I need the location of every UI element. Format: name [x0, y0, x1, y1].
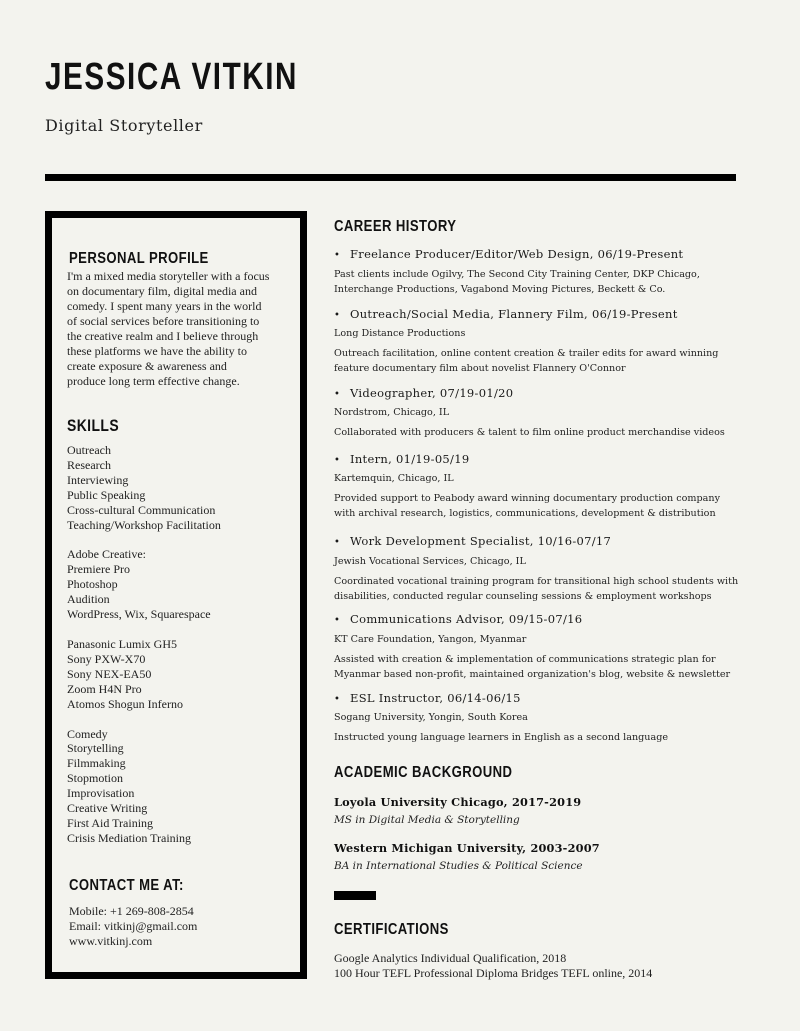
- job-desc: [334, 730, 668, 745]
- edu-degree: MS in Digital Media & Storytelling: [334, 814, 520, 826]
- profile-line: these platforms we have the ability to: [67, 344, 247, 358]
- skill-item: Panasonic Lumix GH5: [67, 636, 177, 651]
- job-desc-line: Collaborated with producers & talent to film online product merchandise videos: [334, 427, 725, 438]
- profile-line: on documentary film, digital media and: [67, 284, 257, 298]
- edu-school: Western Michigan University, 2003-2007: [334, 841, 600, 855]
- profile-text: [67, 269, 299, 389]
- job-title: [334, 307, 678, 323]
- job-desc: [334, 346, 718, 376]
- skill-item: Creative Writing: [67, 801, 148, 816]
- job-title-text: Outreach/Social Media, Flannery Film, 06/19-Present: [350, 307, 678, 321]
- job-desc-line: Instructed young language learners in English as a second language: [334, 732, 669, 743]
- job-desc-line: disabilities, conducted regular counseling sessions & employment workshops: [334, 591, 712, 602]
- skill-item: Comedy: [67, 726, 108, 741]
- skills-list: [67, 443, 299, 861]
- skill-item: Teaching/Workshop Facilitation: [67, 517, 221, 532]
- profile-line: produce long term effective change.: [67, 374, 240, 388]
- job-desc: [334, 491, 720, 521]
- bullet-icon: •: [334, 615, 341, 626]
- skill-item: Crisis Mediation Training: [67, 830, 192, 845]
- contact-website[interactable]: www.vitkinj.com: [69, 934, 153, 948]
- skill-item: Adobe Creative:: [67, 547, 146, 562]
- header-divider: [45, 174, 736, 181]
- certifications-heading: CERTIFICATIONS: [334, 921, 449, 938]
- skill-item: Premiere Pro: [67, 562, 130, 577]
- job-title: [334, 534, 611, 550]
- skill-item: Storytelling: [67, 741, 124, 756]
- bullet-icon: •: [334, 310, 341, 321]
- job-desc-line: Myanmar based non-profit, maintained organization's blog, website & newsletter: [334, 669, 731, 680]
- job-desc-line: Coordinated vocational training program for transitional high school students with: [334, 576, 739, 587]
- skills-group-equipment: [67, 637, 299, 712]
- contact-heading: CONTACT ME AT:: [69, 877, 184, 894]
- skill-item: Interviewing: [67, 472, 129, 487]
- skill-item: Photoshop: [67, 577, 118, 592]
- profile-line: create exposure & awareness and: [67, 359, 227, 373]
- resume-name: JESSICA VITKIN: [45, 56, 298, 98]
- job-desc-line: Assisted with creation & implementation of communications strategic plan for: [334, 654, 716, 665]
- skill-item: Cross-cultural Communication: [67, 502, 216, 517]
- job-desc-line: with archival research, logistics, communications, development & distribution: [334, 508, 716, 519]
- job-title: [334, 612, 582, 628]
- skill-item: Sony PXW-X70: [67, 651, 146, 666]
- skill-item: WordPress, Wix, Squarespace: [67, 607, 211, 622]
- edu-school: Loyola University Chicago, 2017-2019: [334, 795, 582, 809]
- job-title-text: Communications Advisor, 09/15-07/16: [350, 612, 583, 626]
- skills-heading: SKILLS: [67, 416, 120, 435]
- career-heading: CAREER HISTORY: [334, 218, 457, 235]
- skill-item: Audition: [67, 592, 110, 607]
- job-title-text: Freelance Producer/Editor/Web Design, 06/19-Present: [350, 247, 684, 261]
- edu-degree: BA in International Studies & Political Science: [334, 860, 583, 872]
- bullet-icon: •: [334, 537, 341, 548]
- job-title-text: Videographer, 07/19-01/20: [350, 386, 514, 400]
- bullet-icon: •: [334, 389, 341, 400]
- certifications-list: [334, 951, 652, 981]
- job-title-text: ESL Instructor, 06/14-06/15: [350, 691, 521, 705]
- skill-item: Improvisation: [67, 786, 135, 801]
- skill-item: First Aid Training: [67, 815, 154, 830]
- job-desc-line: Outreach facilitation, online content creation & trailer edits for award winning: [334, 348, 719, 359]
- profile-line: comedy. I spent many years in the world: [67, 299, 262, 313]
- job-title-text: Work Development Specialist, 10/16-07/17: [350, 534, 612, 548]
- job-title-text: Intern, 01/19-05/19: [350, 452, 470, 466]
- bullet-icon: •: [334, 250, 341, 261]
- job-org: Sogang University, Yongin, South Korea: [334, 712, 528, 723]
- skill-item: Public Speaking: [67, 487, 146, 502]
- job-title: [334, 386, 513, 402]
- job-desc-line: Interchange Productions, Vagabond Moving Pictures, Beckett & Co.: [334, 284, 666, 295]
- job-org: KT Care Foundation, Yangon, Myanmar: [334, 634, 527, 645]
- skill-item: Filmmaking: [67, 756, 126, 771]
- job-org: Kartemquin, Chicago, IL: [334, 473, 454, 484]
- profile-line: of social services before transitioning to: [67, 314, 260, 328]
- job-org: Long Distance Productions: [334, 328, 466, 339]
- skill-item: Stopmotion: [67, 771, 124, 786]
- skills-group-software: [67, 547, 299, 622]
- profile-line: the creative realm and I believe through: [67, 329, 259, 343]
- section-divider: [334, 891, 376, 900]
- job-desc-line: Past clients include Ogilvy, The Second City Training Center, DKP Chicago,: [334, 269, 700, 280]
- skills-group-creative: [67, 727, 299, 846]
- academic-heading: ACADEMIC BACKGROUND: [334, 764, 513, 781]
- contact-email[interactable]: Email: vitkinj@gmail.com: [69, 919, 198, 933]
- skill-item: Research: [67, 457, 111, 472]
- bullet-icon: •: [334, 455, 341, 466]
- bullet-icon: •: [334, 694, 341, 705]
- skill-item: Outreach: [67, 443, 111, 457]
- job-title: [334, 452, 469, 468]
- job-title: [334, 691, 521, 707]
- job-org: Jewish Vocational Services, Chicago, IL: [334, 556, 526, 567]
- certification-item: Google Analytics Individual Qualification, 2018: [334, 951, 567, 965]
- job-desc: [334, 425, 725, 440]
- contact-mobile[interactable]: Mobile: +1 269-808-2854: [69, 904, 194, 918]
- job-desc-line: Provided support to Peabody award winning documentary production company: [334, 493, 720, 504]
- skills-group-general: [67, 443, 299, 532]
- job-org: Nordstrom, Chicago, IL: [334, 407, 450, 418]
- skill-item: Zoom H4N Pro: [67, 681, 142, 696]
- skill-item: Atomos Shogun Inferno: [67, 696, 183, 711]
- job-desc-line: feature documentary film about novelist Flannery O'Connor: [334, 363, 626, 374]
- certification-item: 100 Hour TEFL Professional Diploma Bridges TEFL online, 2014: [334, 966, 653, 980]
- job-desc: [334, 267, 700, 297]
- contact-info: [69, 904, 301, 949]
- job-title: [334, 247, 683, 263]
- job-desc: [334, 574, 738, 604]
- profile-heading: PERSONAL PROFILE: [69, 250, 209, 267]
- skill-item: Sony NEX-EA50: [67, 666, 152, 681]
- job-desc: [334, 652, 730, 682]
- resume-title: Digital Storyteller: [45, 116, 203, 135]
- profile-line: I'm a mixed media storyteller with a focus: [67, 269, 270, 283]
